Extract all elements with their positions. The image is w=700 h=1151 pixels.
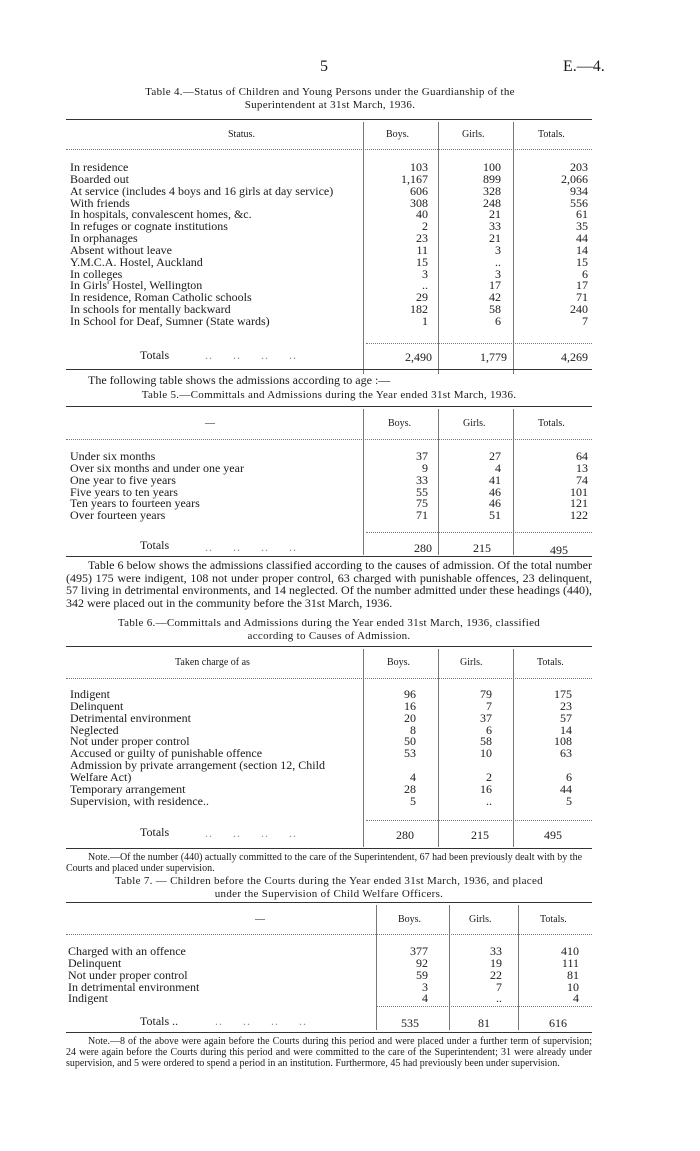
table4-caption xyxy=(70,86,590,112)
table6-header-girls: Girls. xyxy=(460,657,483,668)
cell-total: 111 xyxy=(561,955,579,970)
cell-total: 410 xyxy=(561,944,579,958)
cell-boys: 55 xyxy=(416,484,428,499)
table7-header-blank: — xyxy=(255,914,265,925)
table7-totals-label: Totals .. xyxy=(140,1014,179,1028)
cell-boys: 92 xyxy=(416,955,428,970)
cell-boys: 1 xyxy=(422,313,428,328)
table4-caption-line1: Table 4.—Status of Children and Young Persons under the Guardianship of the xyxy=(145,86,515,98)
table6-totals-boys: 280 xyxy=(396,828,414,842)
cell-girls: 7 xyxy=(496,979,502,994)
table-row xyxy=(70,713,574,725)
table-row xyxy=(70,316,590,328)
row-label: Not under proper control xyxy=(70,734,190,749)
row-label: Neglected xyxy=(70,722,119,737)
row-label: In orphanages xyxy=(70,231,138,246)
cell-total: 175 xyxy=(554,687,572,701)
row-label: One year to five years xyxy=(70,472,176,487)
row-label: Over six months and under one year xyxy=(70,460,244,475)
table5-totals-label: Totals xyxy=(140,538,170,552)
table4-totals-girls: 1,779 xyxy=(480,350,507,364)
cell-girls: 46 xyxy=(489,496,501,511)
cell-total: 64 xyxy=(576,449,588,463)
table5-totals-boys: 280 xyxy=(414,541,432,555)
row-label: Five years to ten years xyxy=(70,484,178,499)
row-label: Indigent xyxy=(70,687,110,701)
row-label: Ten years to fourteen years xyxy=(70,496,200,511)
row-label: In refuges or cognate institutions xyxy=(70,219,228,234)
row-label: Accused or guilty of punishable offence xyxy=(70,746,263,761)
cell-girls: 46 xyxy=(489,484,501,499)
cell-boys: 29 xyxy=(416,290,428,305)
row-label: Delinquent xyxy=(70,698,124,713)
row-label: In Girls' Hostel, Wellington xyxy=(70,278,203,293)
row-label: Admission by private arrangement (section 12, Child xyxy=(70,758,325,773)
row-label: Indigent xyxy=(68,991,108,1006)
cell-total: 74 xyxy=(576,472,588,487)
cell-boys: 377 xyxy=(410,944,428,958)
row-label: In School for Deaf, Sumner (State wards) xyxy=(70,313,270,328)
table-row xyxy=(70,257,590,269)
cell-girls: 33 xyxy=(489,219,501,234)
cell-boys: 5 xyxy=(410,793,416,808)
cell-girls: 6 xyxy=(486,722,492,737)
table-row xyxy=(70,689,574,701)
cell-girls: 4 xyxy=(495,460,501,475)
table5-header-boys: Boys. xyxy=(388,418,412,429)
cell-boys: 96 xyxy=(404,687,416,701)
table6-note: Note.—Of the number (440) actually committed to the care of the Superintendent, 67 had been previously dealt with by the Courts and placed under supervision. xyxy=(66,852,583,874)
cell-total: 15 xyxy=(576,254,588,269)
cell-boys: 182 xyxy=(410,302,428,317)
cell-total: 81 xyxy=(567,967,579,982)
cell-total: 17 xyxy=(576,278,588,293)
row-label: In hospitals, convalescent homes, &c. xyxy=(70,207,252,222)
table5-header-blank: — xyxy=(205,418,215,429)
cell-boys: 606 xyxy=(410,183,428,198)
cell-total: 35 xyxy=(576,219,588,234)
cell-girls: 41 xyxy=(489,472,501,487)
cell-total xyxy=(494,760,574,772)
table7-totals-boys: 535 xyxy=(401,1016,419,1030)
table5-header-girls: Girls. xyxy=(463,418,486,429)
table4-totals-total: 4,269 xyxy=(561,350,588,364)
cell-total: 57 xyxy=(560,710,572,725)
cell-boys: 16 xyxy=(404,698,416,713)
page-number: 5 xyxy=(320,58,328,75)
cell-girls: 899 xyxy=(483,171,501,186)
table-row xyxy=(70,760,574,772)
row-label: Delinquent xyxy=(68,955,122,970)
cell-total: 14 xyxy=(576,242,588,257)
table7-body xyxy=(68,946,581,1005)
row-label: At service (includes 4 boys and 16 girls at day service) xyxy=(70,183,334,198)
cell-boys: 50 xyxy=(404,734,416,749)
cell-girls: 33 xyxy=(490,944,502,958)
cell-boys: 75 xyxy=(416,496,428,511)
table4-header-girls: Girls. xyxy=(462,129,485,140)
table4-header-totals: Totals. xyxy=(538,129,565,140)
table6-paragraph: Table 6 below shows the admissions classified according to the causes of admission. Of the total number (495) 175 were indigent, 108 not under proper control, 63 charged with punishable offences, 23 delinquent, 57 living in detrimental environments, and 14 neglected. Of the number admitted under these headings (440), 342 were placed out in the community before the 31st March, 1936. xyxy=(66,558,592,610)
table7-totals-girls: 81 xyxy=(478,1016,490,1030)
cell-boys: 3 xyxy=(422,266,428,281)
cell-total: 23 xyxy=(560,698,572,713)
row-label: Over fourteen years xyxy=(70,508,166,523)
cell-total: 13 xyxy=(576,460,588,475)
table-row xyxy=(70,162,590,174)
row-label: In detrimental environment xyxy=(68,979,200,994)
cell-boys: 20 xyxy=(404,710,416,725)
row-label: Under six months xyxy=(70,449,156,463)
table5-totals-total: 495 xyxy=(550,543,568,557)
table5-totals-girls: 215 xyxy=(473,541,491,555)
cell-total: 2,066 xyxy=(561,171,588,186)
cell-girls: 21 xyxy=(489,207,501,222)
table7-header-boys: Boys. xyxy=(398,914,422,925)
cell-boys: 308 xyxy=(410,195,428,210)
table4-body xyxy=(70,162,590,328)
cell-girls: 58 xyxy=(489,302,501,317)
row-label: In colleges xyxy=(70,266,123,281)
cell-girls: 27 xyxy=(489,449,501,463)
table-row xyxy=(70,221,590,233)
cell-total: 10 xyxy=(567,979,579,994)
cell-total: 121 xyxy=(570,496,588,511)
row-label: Supervision, with residence.. xyxy=(70,793,209,808)
cell-boys: 33 xyxy=(416,472,428,487)
row-label: Charged with an offence xyxy=(68,944,186,958)
cell-boys: 71 xyxy=(416,508,428,523)
cell-boys: 40 xyxy=(416,207,428,222)
cell-girls: 16 xyxy=(480,781,492,796)
table6-header-boys: Boys. xyxy=(387,657,411,668)
cell-total: 6 xyxy=(566,769,572,784)
cell-boys: 1,167 xyxy=(401,171,428,186)
table4-caption-line2: Superintendent at 31st March, 1936. xyxy=(244,99,416,111)
cell-boys: 59 xyxy=(416,967,428,982)
cell-boys: 15 xyxy=(416,254,428,269)
row-label: Not under proper control xyxy=(68,967,188,982)
table-row xyxy=(70,510,590,522)
cell-girls: 3 xyxy=(495,242,501,257)
cell-girls: 10 xyxy=(480,746,492,761)
table6-totals-girls: 215 xyxy=(471,828,489,842)
cell-girls: 58 xyxy=(480,734,492,749)
row-label: In residence, Roman Catholic schools xyxy=(70,290,252,305)
table6-caption xyxy=(66,617,592,643)
table4-header-status: Status. xyxy=(228,129,255,140)
table6-totals-total: 495 xyxy=(544,828,562,842)
table7-caption-line2: under the Supervision of Child Welfare Officers. xyxy=(214,888,444,900)
cell-girls: 79 xyxy=(480,687,492,701)
table-row xyxy=(70,796,574,808)
cell-total: 44 xyxy=(560,781,572,796)
table4-totals-boys: 2,490 xyxy=(405,350,432,364)
row-label: In residence xyxy=(70,160,129,174)
row-label: With friends xyxy=(70,195,130,210)
cell-girls: 6 xyxy=(495,313,501,328)
table-row xyxy=(68,946,581,958)
cell-total: 44 xyxy=(576,231,588,246)
cell-boys: 3 xyxy=(422,979,428,994)
table-row xyxy=(70,186,590,198)
table5-header-totals: Totals. xyxy=(538,418,565,429)
cell-total: 63 xyxy=(560,746,572,761)
cell-girls: 100 xyxy=(483,160,501,174)
cell-girls: 22 xyxy=(490,967,502,982)
row-label: Y.M.C.A. Hostel, Auckland xyxy=(70,254,203,269)
table7-totals-total: 616 xyxy=(549,1016,567,1030)
table7-note: Note.—8 of the above were again before the Courts during this period and were placed under a further term of supervision; 24 were again before the Courts during this period and were committed to the care of the Superintendent; 31 were already under supervision, and 5 were ordered to spend a period in an institution. Furthermore, 45 had previously been under supervision. xyxy=(66,1036,592,1069)
row-label: In schools for mentally backward xyxy=(70,302,231,317)
cell-boys: 9 xyxy=(422,460,428,475)
cell-total: 240 xyxy=(570,302,588,317)
cell-girls: 7 xyxy=(486,698,492,713)
cell-girls: 328 xyxy=(483,183,501,198)
cell-girls: 248 xyxy=(483,195,501,210)
cell-girls: 3 xyxy=(495,266,501,281)
cell-total: 203 xyxy=(570,160,588,174)
table6-caption-line1: Table 6.—Committals and Admissions during the Year ended 31st March, 1936, classified xyxy=(117,617,541,629)
cell-girls: 51 xyxy=(489,508,501,523)
cell-total: 14 xyxy=(560,722,572,737)
cell-boys: 2 xyxy=(422,219,428,234)
cell-girls: 19 xyxy=(490,955,502,970)
table4-totals-label: Totals xyxy=(140,348,170,362)
cell-boys: 37 xyxy=(416,449,428,463)
row-label: Welfare Act) xyxy=(70,769,132,784)
table4-header-boys: Boys. xyxy=(386,129,410,140)
table7-caption-line1: Table 7. — Children before the Courts during the Year ended 31st March, 1936, and placed xyxy=(115,875,543,887)
cell-girls: 2 xyxy=(486,769,492,784)
table7-header-totals: Totals. xyxy=(540,914,567,925)
table-row xyxy=(68,982,581,994)
table5-caption: Table 5.—Committals and Admissions during the Year ended 31st March, 1936. xyxy=(141,389,517,401)
table6-body xyxy=(70,689,574,807)
cell-total: 4 xyxy=(573,991,579,1006)
cell-total: 556 xyxy=(570,195,588,210)
cell-boys: 11 xyxy=(416,242,428,257)
cell-total: 101 xyxy=(570,484,588,499)
table-row xyxy=(68,993,581,1005)
cell-boys: .. xyxy=(422,278,428,293)
row-label: Absent without leave xyxy=(70,242,172,257)
cell-boys: 53 xyxy=(404,746,416,761)
row-label: Detrimental environment xyxy=(70,710,191,725)
row-label: Boarded out xyxy=(70,171,129,186)
page-reference: E.—4. xyxy=(563,58,605,75)
table6-totals-label: Totals xyxy=(140,825,170,839)
cell-total: 6 xyxy=(582,266,588,281)
cell-total: 108 xyxy=(554,734,572,749)
table5-body xyxy=(70,451,590,522)
table7-caption xyxy=(66,875,592,901)
cell-girls: .. xyxy=(486,793,492,808)
cell-boys: 8 xyxy=(410,722,416,737)
cell-girls: .. xyxy=(496,991,502,1006)
cell-boys: 103 xyxy=(410,160,428,174)
row-label: Temporary arrangement xyxy=(70,781,186,796)
cell-girls: 37 xyxy=(480,710,492,725)
cell-boys: 4 xyxy=(422,991,428,1006)
table6-header-totals: Totals. xyxy=(537,657,564,668)
cell-girls: .. xyxy=(495,254,501,269)
table5-intro: The following table shows the admissions according to age :— xyxy=(88,373,391,387)
cell-total: 934 xyxy=(570,183,588,198)
cell-boys: 28 xyxy=(404,781,416,796)
table6-header-taken-charge: Taken charge of as xyxy=(175,657,250,668)
cell-total: 122 xyxy=(570,508,588,523)
cell-total: 71 xyxy=(576,290,588,305)
cell-girls: 42 xyxy=(489,290,501,305)
table6-caption-line2: according to Causes of Admission. xyxy=(247,630,411,642)
cell-total: 5 xyxy=(566,793,572,808)
table7-header-girls: Girls. xyxy=(469,914,492,925)
cell-girls: 17 xyxy=(489,278,501,293)
cell-total: 61 xyxy=(576,207,588,222)
cell-girls: 21 xyxy=(489,231,501,246)
cell-total: 7 xyxy=(582,313,588,328)
cell-girls xyxy=(418,760,494,772)
cell-boys: 4 xyxy=(410,769,416,784)
cell-boys: 23 xyxy=(416,231,428,246)
